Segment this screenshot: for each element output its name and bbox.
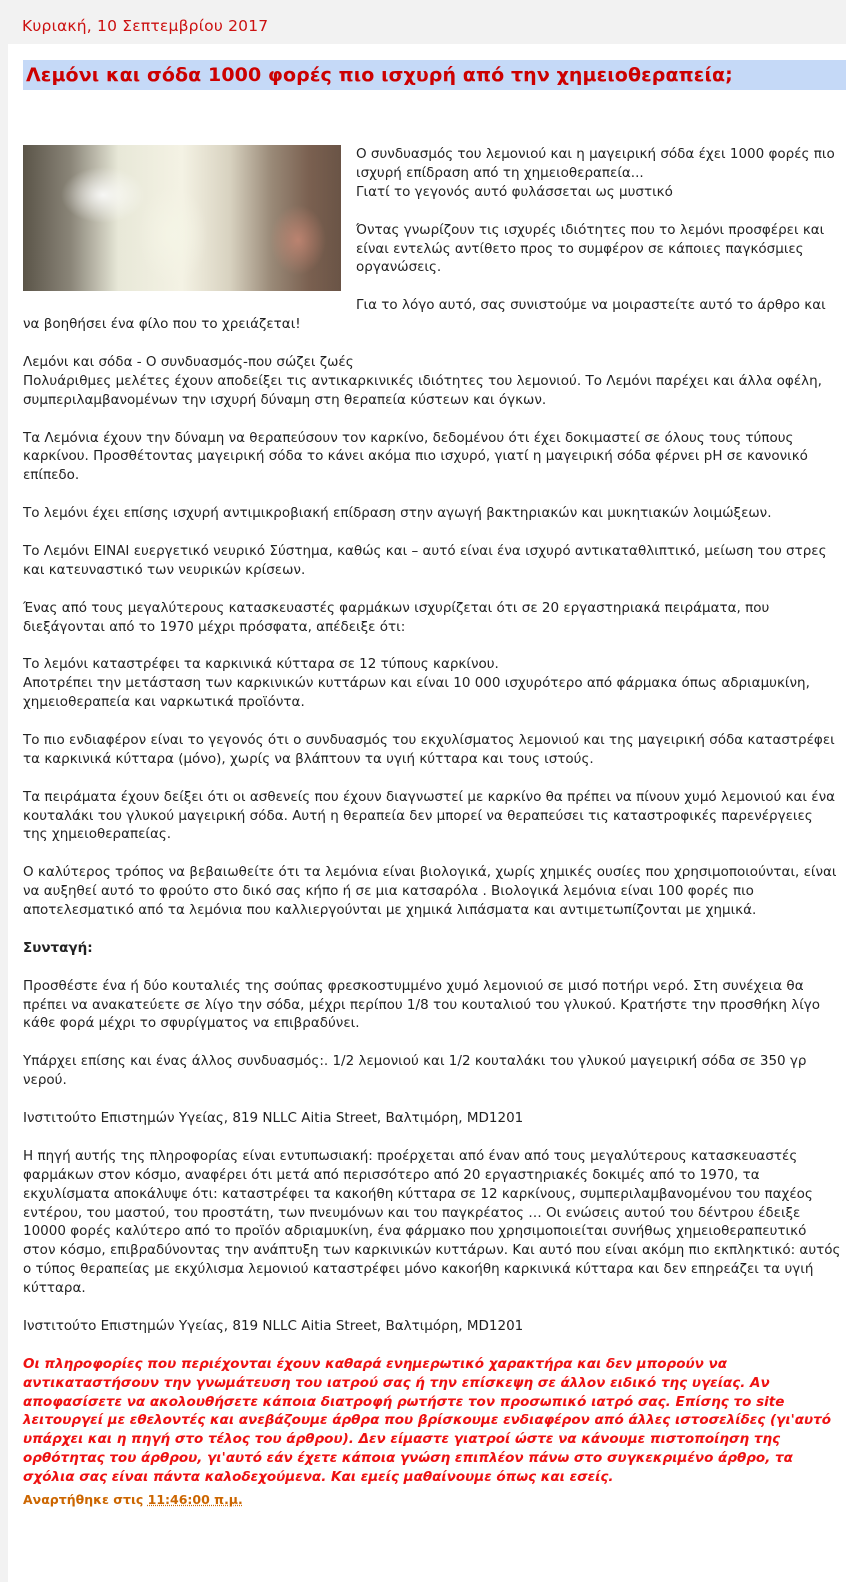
paragraph-line: Ο συνδυασμός του λεμονιού και η μαγειρική σόδα έχει 1000 φορές πιο ισχυρή επίδραση από τη χημειοθεραπεία... — [356, 146, 835, 181]
post-body — [23, 145, 841, 1510]
post-paragraph — [23, 731, 841, 769]
paragraph-line: Υπάρχει επίσης και ένας άλλος συνδυασμός:. 1/2 λεμονιού και 1/2 κουταλάκι του γλυκού μαγειρική σόδα σε 350 γρ νερού. — [23, 1053, 807, 1089]
paragraph-line: Το πιο ενδιαφέρον είναι το γεγονός ότι ο συνδυασμός του εκχυλίσματος λεμονιού και της μαγειρική σόδα καταστρέφει τα καρκινικά κύτταρα (μόνο), χωρίς να βλάπτουν τα υγιή κύτταρα και τους ιστούς. — [23, 731, 835, 767]
post-paragraphs — [23, 145, 841, 1336]
paragraph-line: Ινστιτούτο Επιστημών Υγείας, 819 NLLC Aitia Street, Βαλτιμόρη, MD1201 — [23, 1317, 524, 1334]
paragraph-line: Το λεμόνι έχει επίσης ισχυρή αντιμικροβιακή επίδραση στην αγωγή βακτηριακών και μυκητιακών λοιμώξεων. — [23, 505, 772, 522]
blog-post — [8, 44, 846, 1582]
paragraph-line: Αποτρέπει την μετάσταση των καρκινικών κυττάρων και είναι 10 000 ισχυρότερο από φάρμακα όπως αδριαμυκίνη, χημειοθεραπεία και ναρκωτικά προϊόντα. — [23, 675, 810, 711]
paragraph-line: Προσθέστε ένα ή δύο κουταλιές της σούπας φρεσκοστυμμένο χυμό λεμονιού σε μισό ποτήρι νερό. Στη συνέχεια θα πρέπει να ανακατεύετε σε λίγο την σόδα, μέχρι περίπου 1/8 του κουταλιού του γλυκού. Κρατήστε την προσθήκη λίγο κάθε φορά μέχρι το σφυρίγματος να επιβραδύνει. — [23, 977, 821, 1032]
post-footer — [23, 1491, 841, 1510]
post-paragraph — [23, 788, 841, 845]
paragraph-line: Συνταγή: — [23, 939, 93, 956]
post-paragraph — [23, 542, 841, 580]
date-header: Κυριακή, 10 Σεπτεμβρίου 2017 — [22, 17, 269, 35]
paragraph-line: Το λεμόνι καταστρέφει τα καρκινικά κύτταρα σε 12 τύπους καρκίνου. — [23, 656, 499, 673]
post-paragraph — [23, 296, 841, 334]
post-paragraph — [23, 1052, 841, 1090]
paragraph-line: Ινστιτούτο Επιστημών Υγείας, 819 NLLC Aitia Street, Βαλτιμόρη, MD1201 — [23, 1109, 524, 1126]
post-paragraph — [23, 504, 841, 523]
paragraph-line: Όντας γνωρίζουν τις ισχυρές ιδιότητες που το λεμόνι προσφέρει και είναι εντελώς αντίθετο προς το συμφέρον σε κάποιες παγκόσμιες οργανώσεις. — [356, 221, 825, 276]
posted-label: Αναρτήθηκε στις — [23, 1492, 144, 1508]
post-paragraph — [23, 1109, 841, 1128]
post-paragraph — [23, 429, 841, 486]
post-paragraph — [23, 599, 841, 637]
post-paragraph — [23, 863, 841, 920]
post-paragraph — [23, 1147, 841, 1298]
post-timestamp-link[interactable]: 11:46:00 π.μ. — [147, 1492, 243, 1508]
paragraph-line: Λεμόνι και σόδα - Ο συνδυασμός-που σώζει ζωές — [23, 353, 354, 370]
post-paragraph — [23, 655, 841, 712]
paragraph-line: Ο καλύτερος τρόπος να βεβαιωθείτε ότι τα λεμόνια είναι βιολογικά, χωρίς χημικές ουσίες που χρησιμοποιούνται, είναι να αυξηθεί αυτό το φρούτο στο δικό σας κήπο ή σε μια κατσαρόλα . Βιολογικά λεμόνια είναι 100 φορές πιο αποτελεσματικό από τα λεμόνια που καλλιεργούνται με χημικά λιπάσματα και αντιμετωπίζονται με χημικά. — [23, 864, 837, 919]
paragraph-line: Τα Λεμόνια έχουν την δύναμη να θεραπεύσουν τον καρκίνο, δεδομένου ότι έχει δοκιμαστεί σε όλους τους τύπους καρκίνου. Προσθέτοντας μαγειρική σόδα το κάνει ακόμα πιο ισχυρό, γιατί η μαγειρική σόδα φέρνει pH σε κανονικό επίπεδο. — [23, 429, 808, 484]
paragraph-line: Γιατί το γεγονός αυτό φυλάσσεται ως μυστικό — [356, 183, 673, 200]
paragraph-line: Πολυάριθμες μελέτες έχουν αποδείξει τις αντικαρκινικές ιδιότητες του λεμονιού. Το Λεμόνι παρέχει και άλλα οφέλη, συμπεριλαμβανομένων την ισχυρή δύναμη στη θεραπεία κύστεων και όγκων. — [23, 372, 822, 408]
paragraph-line: Η πηγή αυτής της πληροφορίας είναι εντυπωσιακή: προέρχεται από έναν από τους μεγαλύτερους κατασκευαστές φαρμάκων στον κόσμο, αναφέρει ότι μετά από περισσότερο από 20 εργαστηριακές δοκιμές από το 1970, τα εκχυλίσματα αποκάλυψε ότι: καταστρέφει τα κακοήθη κύτταρα σε 12 καρκίνους, συμπεριλαμβανομένου του παχέος εντέρου, του μαστού, του προστάτη, των πνευμόνων και του παγκρέατος … Οι ενώσεις αυτού του δέντρου έδειξε 10000 φορές καλύτερο από το προϊόν αδριαμυκίνη, ένα φάρμακο που χρησιμοποιείται συνήθως χημειοθεραπευτικό στον κόσμο, επιβραδύνοντας την ανάπτυξη των καρκινικών κυττάρων. Και αυτό που είναι ακόμη πιο εκπληκτικό: αυτός ο τύπος θεραπείας με εκχύλισμα λεμονιού καταστρέφει μόνο κακοήθη καρκινικά κύτταρα και δεν επηρεάζει τα υγιή κύτταρα. — [23, 1147, 841, 1297]
paragraph-line: Τα πειράματα έχουν δείξει ότι οι ασθενείς που έχουν διαγνωστεί με καρκίνο θα πρέπει να πίνουν χυμό λεμονιού και ένα κουταλάκι του γλυκού μαγειρική σόδα. Αυτή η θεραπεία δεν μπορεί να θεραπεύσει τις καταστροφικές παρενέργειες της χημειοθεραπείας. — [23, 788, 836, 843]
paragraph-line: Το Λεμόνι ΕΙΝΑΙ ευεργετικό νευρικό Σύστημα, καθώς και – αυτό είναι ένα ισχυρό αντικαταθλιπτικό, μείωση του στρες και κατευναστικό των νευρικών κρίσεων. — [23, 542, 827, 578]
post-paragraph — [23, 977, 841, 1034]
paragraph-line: Ένας από τους μεγαλύτερους κατασκευαστές φαρμάκων ισχυρίζεται ότι σε 20 εργαστηριακά πειράματα, που διεξάγονται από το 1970 μέχρι πρόσφατα, απέδειξε ότι: — [23, 599, 770, 635]
paragraph-line: Για το λόγο αυτό, σας συνιστούμε να μοιραστείτε αυτό το άρθρο και να βοηθήσει ένα φίλο που το χρειάζεται! — [23, 297, 826, 333]
post-title[interactable]: Λεμόνι και σόδα 1000 φορές πιο ισχυρή από την χημειοθεραπεία; — [26, 64, 733, 86]
post-paragraph — [23, 353, 841, 410]
post-paragraph — [23, 1317, 841, 1336]
post-paragraph — [23, 939, 841, 958]
lemon-soda-glass-image[interactable] — [23, 145, 341, 291]
post-title-bar — [23, 60, 846, 90]
disclaimer-text: Οι πληροφορίες που περιέχονται έχουν καθαρά ενημερωτικό χαρακτήρα και δεν μπορούν να αντικαταστήσουν την γνωμάτευση του ιατρού σας ή την επίσκεψη σε άλλον ειδικό της υγείας. Αν αποφασίσετε να ακολουθήσετε κάποια διατροφή ρωτήστε τον προσωπικό ιατρό σας. Επίσης το site λειτουργεί με εθελοντές και ανεβάζουμε άρθρα που βρίσκουμε ενδιαφέρον από άλλες ιστοσελίδες (γι'αυτό υπάρχει και η πηγή στο τέλος του άρθρου). Δεν είμαστε γιατροί ώστε να κάνουμε πιστοποίηση της ορθότητας του άρθρου, γι'αυτό εάν έχετε κάποια γνώση επιπλέον πάνω στο συγκεκριμένο άρθρο, τα σχόλια σας είναι πάντα καλοδεχούμενα. Και εμείς μαθαίνουμε όπως και εσείς. — [23, 1355, 832, 1486]
